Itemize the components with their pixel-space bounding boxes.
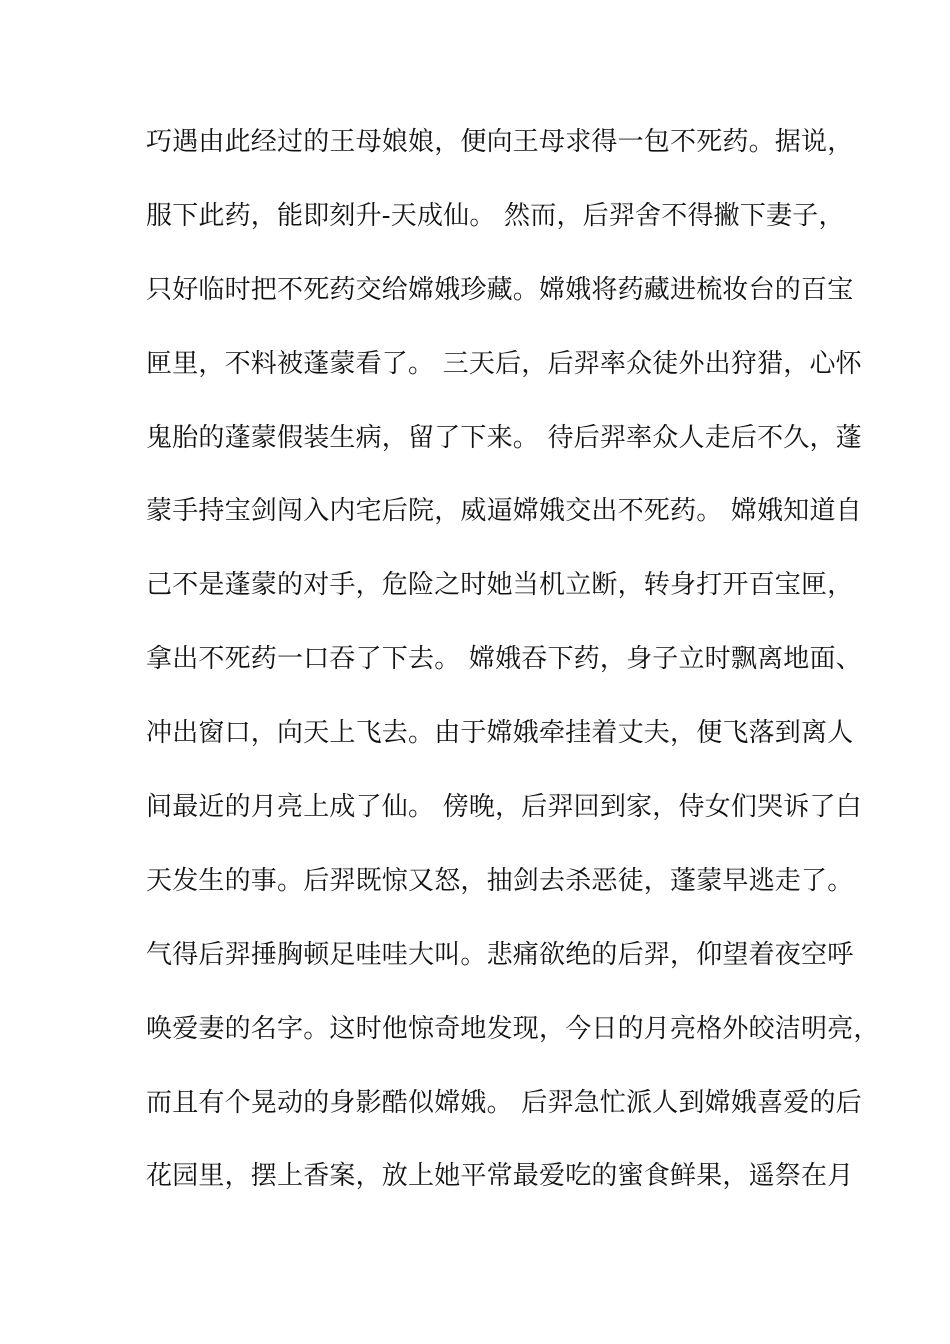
text-line: 匣里，不料被蓬蒙看了。 三天后，后羿率众徒外出狩猎，心怀	[146, 348, 862, 379]
text-line: 花园里，摆上香案，放上她平常最爱吃的蜜食鲜果，遥祭在月	[146, 1161, 854, 1192]
text-line: 只好临时把不死药交给嫦娥珍藏。嫦娥将药藏进梳妆台的百宝	[146, 274, 854, 305]
text-line: 唤爱妻的名字。这时他惊奇地发现，今日的月亮格外皎洁明亮，	[146, 1013, 880, 1044]
body-text	[146, 122, 880, 1230]
text-line: 服下此药，能即刻升-天成仙。 然而，后羿舍不得撇下妻子，	[146, 200, 845, 231]
text-line: 间最近的月亮上成了仙。 傍晚，后羿回到家，侍女们哭诉了白	[146, 792, 862, 823]
text-line: 拿出不死药一口吞了下去。 嫦娥吞下药，身子立时飘离地面、	[146, 644, 862, 675]
text-line: 而且有个晃动的身影酷似嫦娥。 后羿急忙派人到嫦娥喜爱的后	[146, 1087, 862, 1118]
text-line: 气得后羿捶胸顿足哇哇大叫。悲痛欲绝的后羿，仰望着夜空呼	[146, 939, 854, 970]
text-line: 冲出窗口，向天上飞去。由于嫦娥牵挂着丈夫，便飞落到离人	[146, 718, 854, 749]
text-line: 巧遇由此经过的王母娘娘，便向王母求得一包不死药。据说，	[146, 127, 854, 157]
text-line: 鬼胎的蓬蒙假装生病，留了下来。 待后羿率众人走后不久，蓬	[146, 422, 862, 453]
text-line: 蒙手持宝剑闯入内宅后院，威逼嫦娥交出不死药。 嫦娥知道自	[146, 496, 862, 527]
text-line: 天发生的事。后羿既惊又怒，抽剑去杀恶徒，蓬蒙早逃走了。	[146, 865, 854, 896]
text-line: 己不是蓬蒙的对手，危险之时她当机立断，转身打开百宝匣，	[146, 570, 854, 601]
